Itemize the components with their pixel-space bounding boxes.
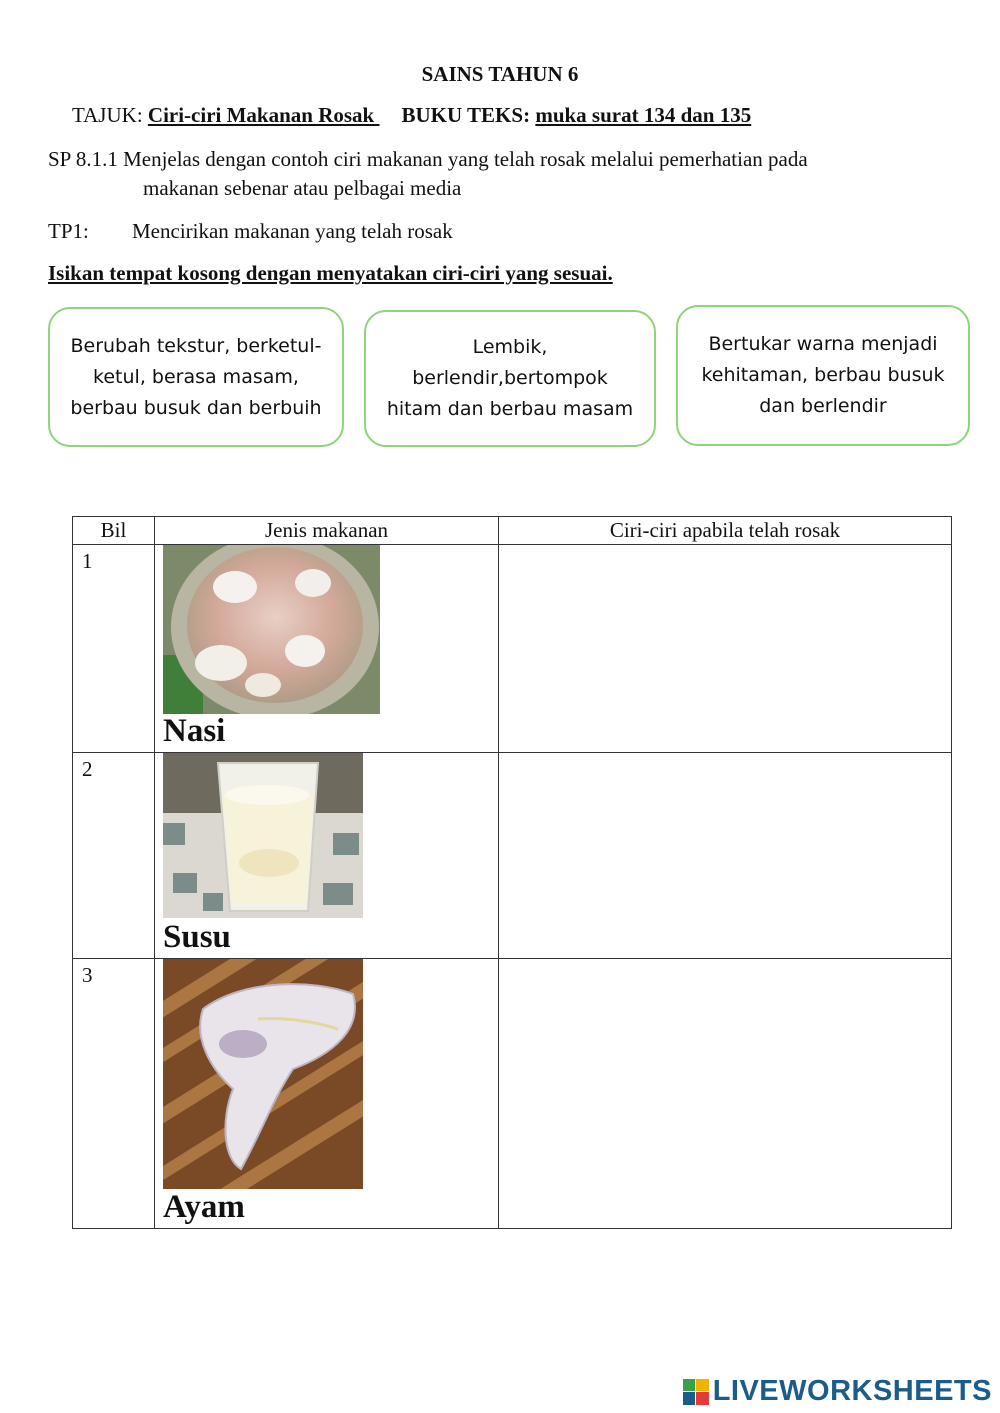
logo-icon <box>683 1379 709 1405</box>
table-header-row <box>73 517 952 545</box>
table-row <box>73 753 952 959</box>
option-2-line: hitam dan berbau masam <box>386 398 634 420</box>
tp-description: Mencirikan makanan yang telah rosak <box>132 219 453 243</box>
option-1-line: Berubah tekstur, berketul- <box>70 334 322 357</box>
topic-label: TAJUK: <box>72 103 143 127</box>
option-1-line: ketul, berasa masam, <box>93 365 299 388</box>
option-3-line: Bertukar warna menjadi <box>708 333 938 355</box>
option-card-1[interactable] <box>48 307 344 447</box>
rice-photo <box>163 545 380 714</box>
row-number-text: 2 <box>82 757 93 781</box>
answer-cell[interactable] <box>499 753 952 959</box>
row-number-text: 1 <box>82 549 93 573</box>
option-1-line: berbau busuk dan berbuih <box>70 396 322 419</box>
option-card-3[interactable] <box>676 305 970 446</box>
topic-line <box>72 103 751 128</box>
topic-value: Ciri-ciri Makanan Rosak <box>147 103 380 127</box>
option-2-line: berlendir,bertompok <box>412 367 608 389</box>
table-row <box>73 545 952 753</box>
row-number <box>73 753 155 959</box>
table-row <box>73 959 952 1229</box>
textbook-label: BUKU TEKS: <box>401 103 531 127</box>
instruction: Isikan tempat kosong dengan menyatakan ciri-ciri yang sesuai. <box>48 261 613 285</box>
header-ciri-ciri: Ciri-ciri apabila telah rosak <box>499 517 952 545</box>
food-name: Ayam <box>163 1189 245 1225</box>
option-2-line: Lembik, <box>472 336 548 358</box>
chicken-photo <box>163 959 363 1189</box>
option-card-2[interactable] <box>364 310 656 447</box>
food-cell <box>155 753 499 959</box>
liveworksheets-logo <box>683 1375 992 1408</box>
textbook-value: muka surat 134 dan 135 <box>535 103 752 127</box>
food-name: Nasi <box>163 713 226 749</box>
food-cell <box>155 959 499 1229</box>
learning-standard-line1: SP 8.1.1 Menjelas dengan contoh ciri makanan yang telah rosak melalui pemerhatian pada <box>48 147 808 171</box>
header-jenis-makanan: Jenis makanan <box>155 517 499 545</box>
milk-photo <box>163 753 363 918</box>
worksheet-title: SAINS TAHUN 6 <box>421 62 579 86</box>
option-3-line: dan berlendir <box>759 395 887 417</box>
food-cell <box>155 545 499 753</box>
row-number <box>73 959 155 1229</box>
row-number-text: 3 <box>82 963 93 987</box>
tp-code: TP1: <box>48 219 89 243</box>
answer-cell[interactable] <box>499 959 952 1229</box>
option-3-line: kehitaman, berbau busuk <box>701 364 945 386</box>
answer-cell[interactable] <box>499 545 952 753</box>
food-name: Susu <box>163 919 231 955</box>
food-table <box>72 516 952 1229</box>
row-number <box>73 545 155 753</box>
brand-name: LIVEWORKSHEETS <box>712 1375 992 1407</box>
header-bil: Bil <box>73 517 155 545</box>
learning-standard-line2: makanan sebenar atau pelbagai media <box>143 176 462 200</box>
